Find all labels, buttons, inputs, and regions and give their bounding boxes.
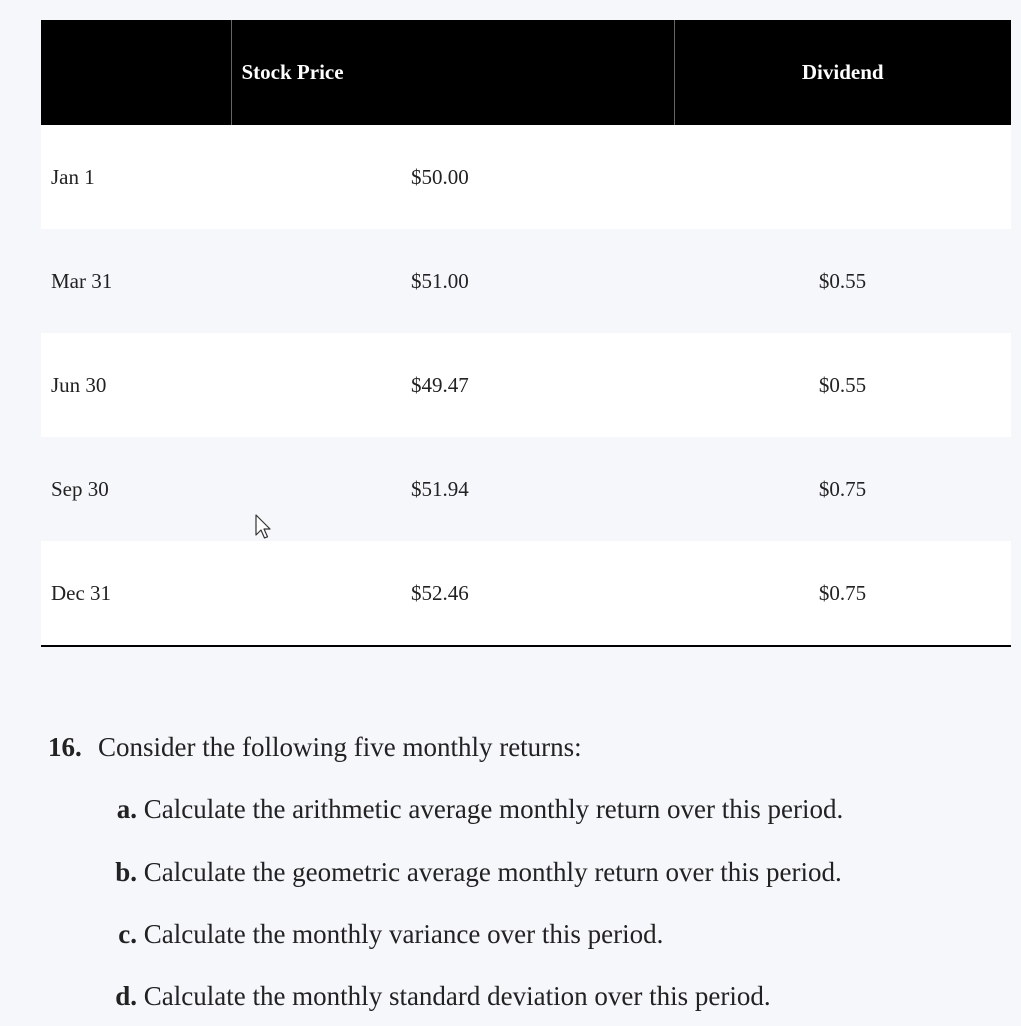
cell-dividend: $0.75 — [674, 541, 1011, 646]
part-letter: d. — [115, 981, 137, 1011]
cell-date: Sep 30 — [41, 437, 231, 541]
table-row — [41, 125, 1011, 229]
table-row — [41, 541, 1011, 646]
problem-statement — [48, 732, 1008, 763]
table-row — [41, 437, 1011, 541]
cell-price: $51.00 — [231, 229, 674, 333]
part-text: Calculate the monthly variance over this period. — [143, 919, 664, 949]
cell-price: $49.47 — [231, 333, 674, 437]
cell-dividend: $0.75 — [674, 437, 1011, 541]
table-row — [41, 333, 1011, 437]
cell-dividend: $0.55 — [674, 229, 1011, 333]
problem-number: 16. — [48, 732, 82, 762]
cell-date: Dec 31 — [41, 541, 231, 646]
cell-dividend: $0.55 — [674, 333, 1011, 437]
cell-price: $51.94 — [231, 437, 674, 541]
header-date — [41, 20, 231, 125]
part-letter: c. — [118, 919, 137, 949]
cell-dividend — [674, 125, 1011, 229]
part-text: Calculate the monthly standard deviation over this period. — [143, 981, 771, 1011]
problem-text: Consider the following five monthly returns: — [98, 732, 582, 762]
header-dividend: Dividend — [674, 20, 1011, 125]
part-text: Calculate the arithmetic average monthly return over this period. — [143, 794, 844, 824]
table-header-row — [41, 20, 1011, 125]
mouse-pointer-icon — [255, 514, 271, 540]
problem-part — [96, 919, 1006, 950]
cell-price: $50.00 — [231, 125, 674, 229]
cell-date: Jun 30 — [41, 333, 231, 437]
part-text: Calculate the geometric average monthly return over this period. — [143, 857, 842, 887]
cell-date: Jan 1 — [41, 125, 231, 229]
part-letter: a. — [116, 794, 137, 824]
problem-part — [96, 794, 1006, 825]
cell-date: Mar 31 — [41, 229, 231, 333]
problem-part — [96, 857, 1006, 888]
part-letter: b. — [115, 857, 137, 887]
cell-price: $52.46 — [231, 541, 674, 646]
stock-price-table — [41, 20, 1011, 647]
table-row — [41, 229, 1011, 333]
problem-part — [96, 981, 1006, 1012]
header-stock-price: Stock Price — [231, 20, 674, 125]
